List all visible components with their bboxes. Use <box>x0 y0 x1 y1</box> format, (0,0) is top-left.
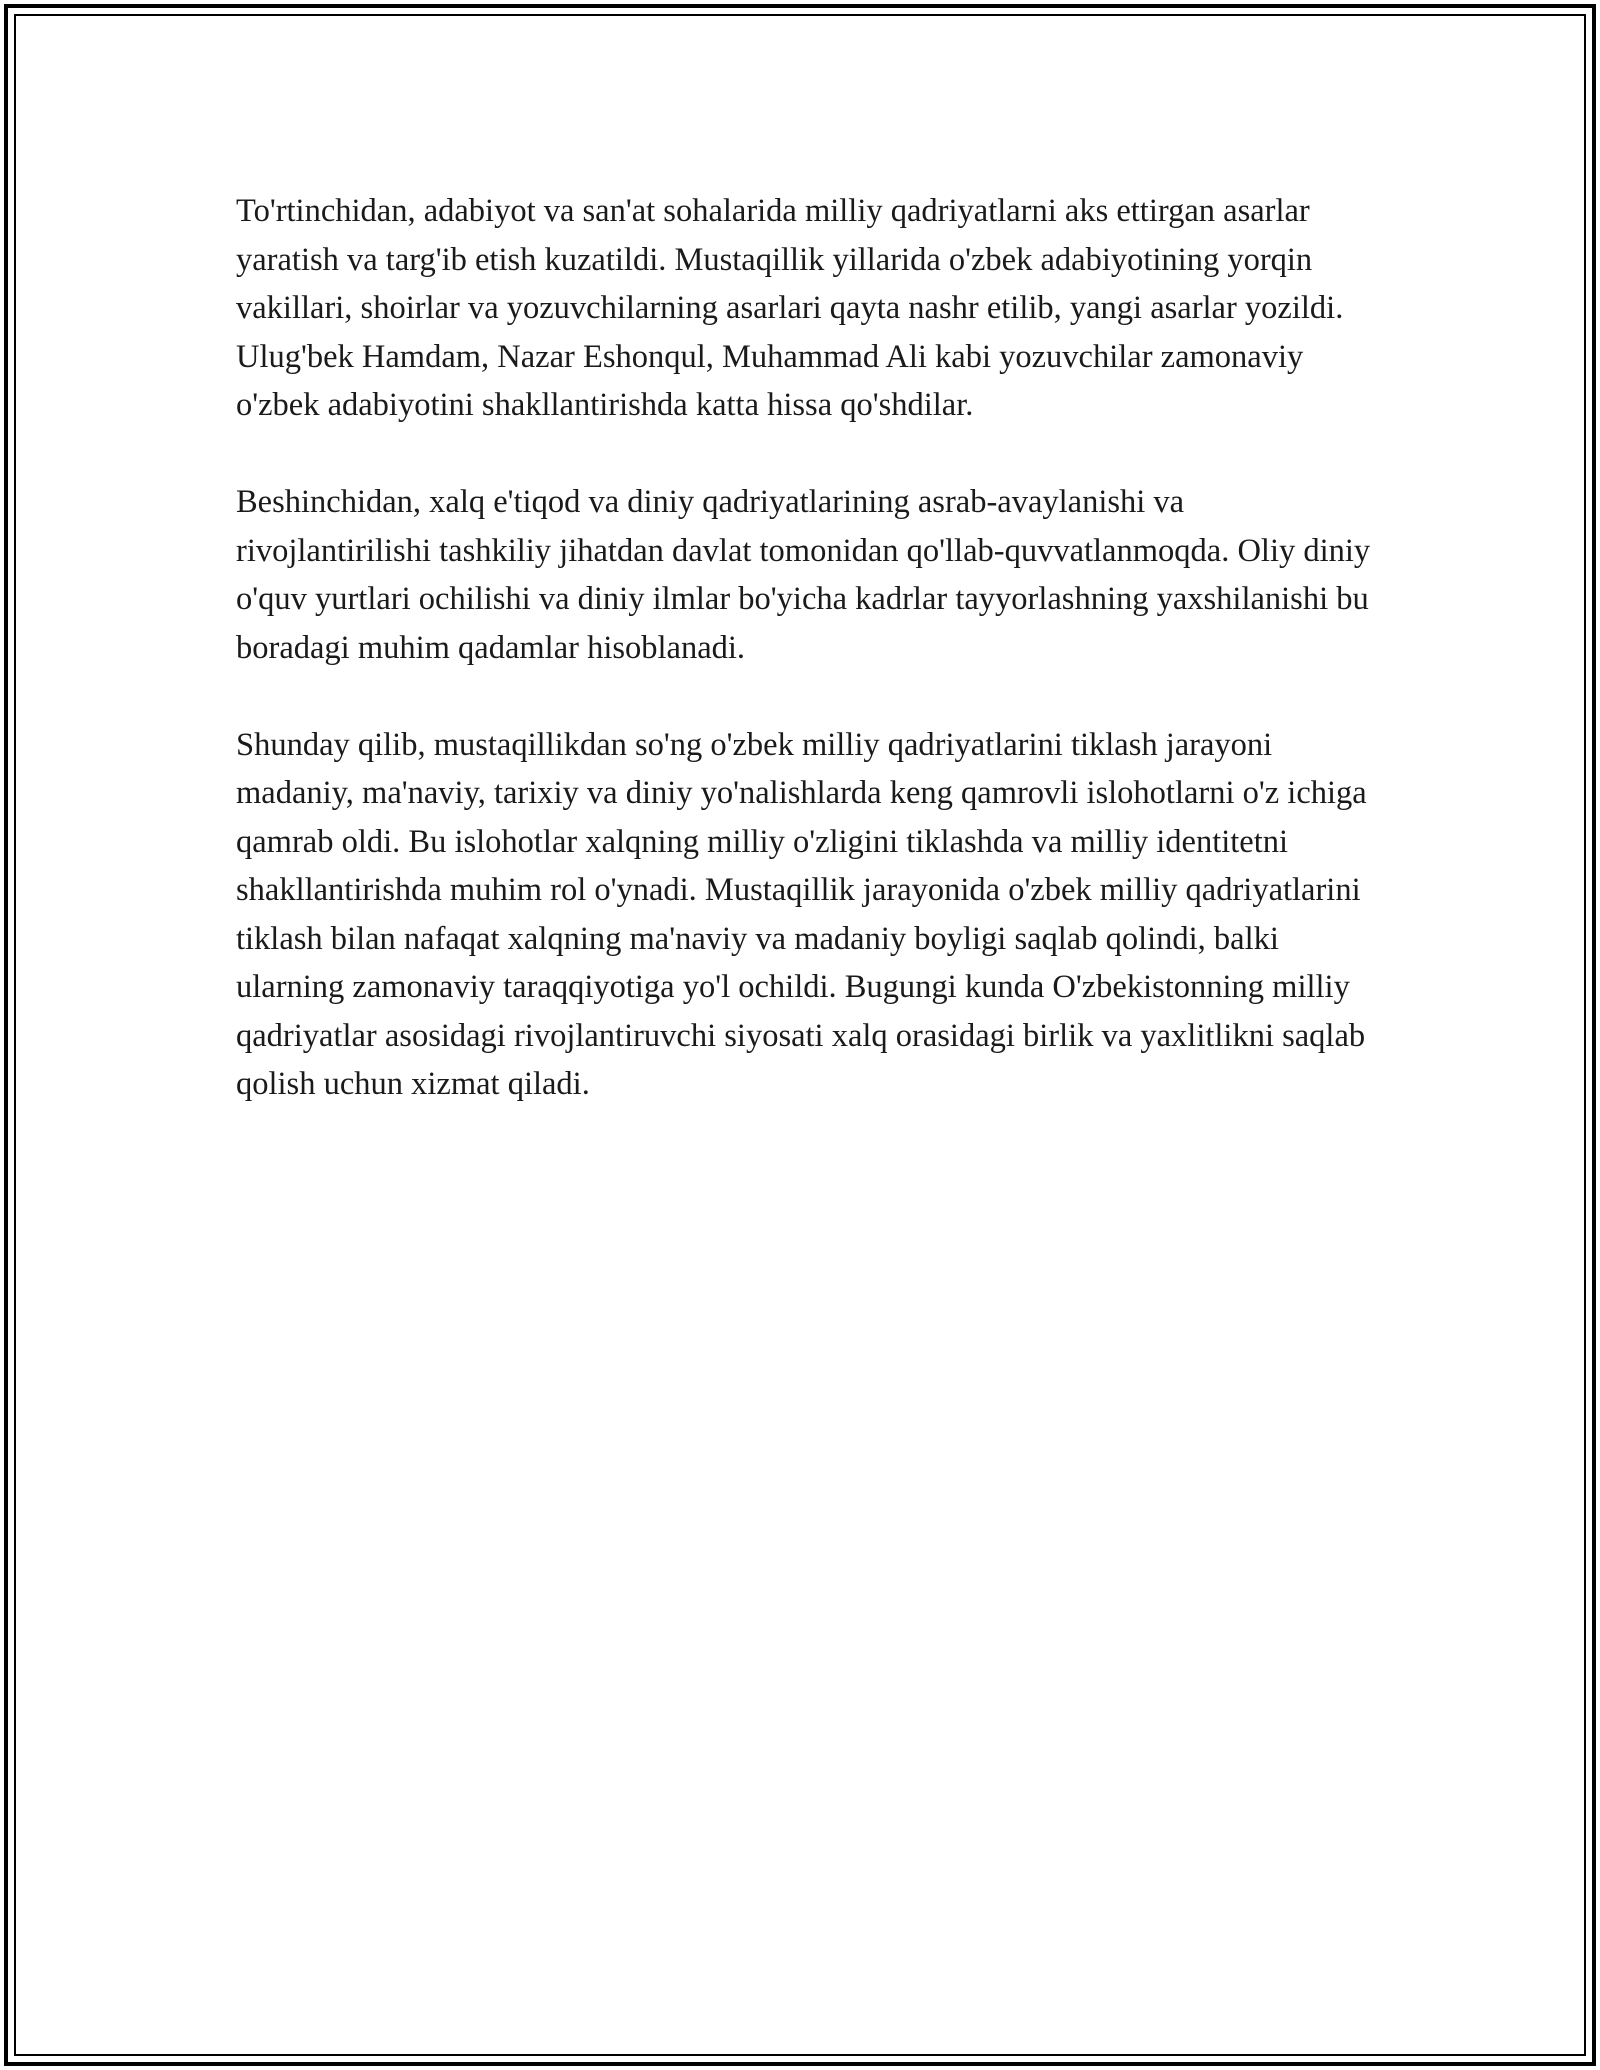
paragraph-conclusion: Shunday qilib, mustaqillikdan so'ng o'zbek milliy qadriyatlarini tiklash jarayoni madaniy, ma'naviy, tarixiy va diniy yo'nalishlarda keng qamrovli islohotlarni o'z ichiga qamrab oldi. Bu islohotlar xalqning milliy o'zligini tiklashda va milliy identitetni shakllantirishda muhim rol o'ynadi. Mustaqillik jarayonida o'zbek milliy qadriyatlarini tiklash bilan nafaqat xalqning ma'naviy va madaniy boyligi saqlab qolindi, balki ularning zamonaviy taraqqiyotiga yo'l ochildi. Bugungi kunda O'zbekistonning milliy qadriyatlar asosidagi rivojlantiruvchi siyosati xalq orasidagi birlik va yaxlitlikni saqlab qolish uchun xizmat qiladi. <box>236 726 1367 1102</box>
paragraph-fifth-point: Beshinchidan, xalq e'tiqod va diniy qadriyatlarining asrab-avaylanishi va rivojlantirilishi tashkiliy jihatdan davlat tomonidan qo'llab-quvvatlanmoqda. Oliy diniy o'quv yurtlari ochilishi va diniy ilmlar bo'yicha kadrlar tayyorlashning yaxshilanishi bu boradagi muhim qadamlar hisoblanadi. <box>236 484 1371 666</box>
paragraph-fourth-point: To'rtinchidan, adabiyot va san'at sohalarida milliy qadriyatlarni aks ettirgan asarlar yaratish va targ'ib etish kuzatildi. Mustaqillik yillarida o'zbek adabiyotining yorqin vakillari, shoirlar va yozuvchilarning asarlari qayta nashr etilib, yangi asarlar yozildi. Ulug'bek Hamdam, Nazar Eshonqul, Muhammad Ali kabi yozuvchilar zamonaviy o'zbek adabiyotini shakllantirishda katta hissa qo'shdilar. <box>236 193 1344 423</box>
document-body <box>236 187 1376 1157</box>
